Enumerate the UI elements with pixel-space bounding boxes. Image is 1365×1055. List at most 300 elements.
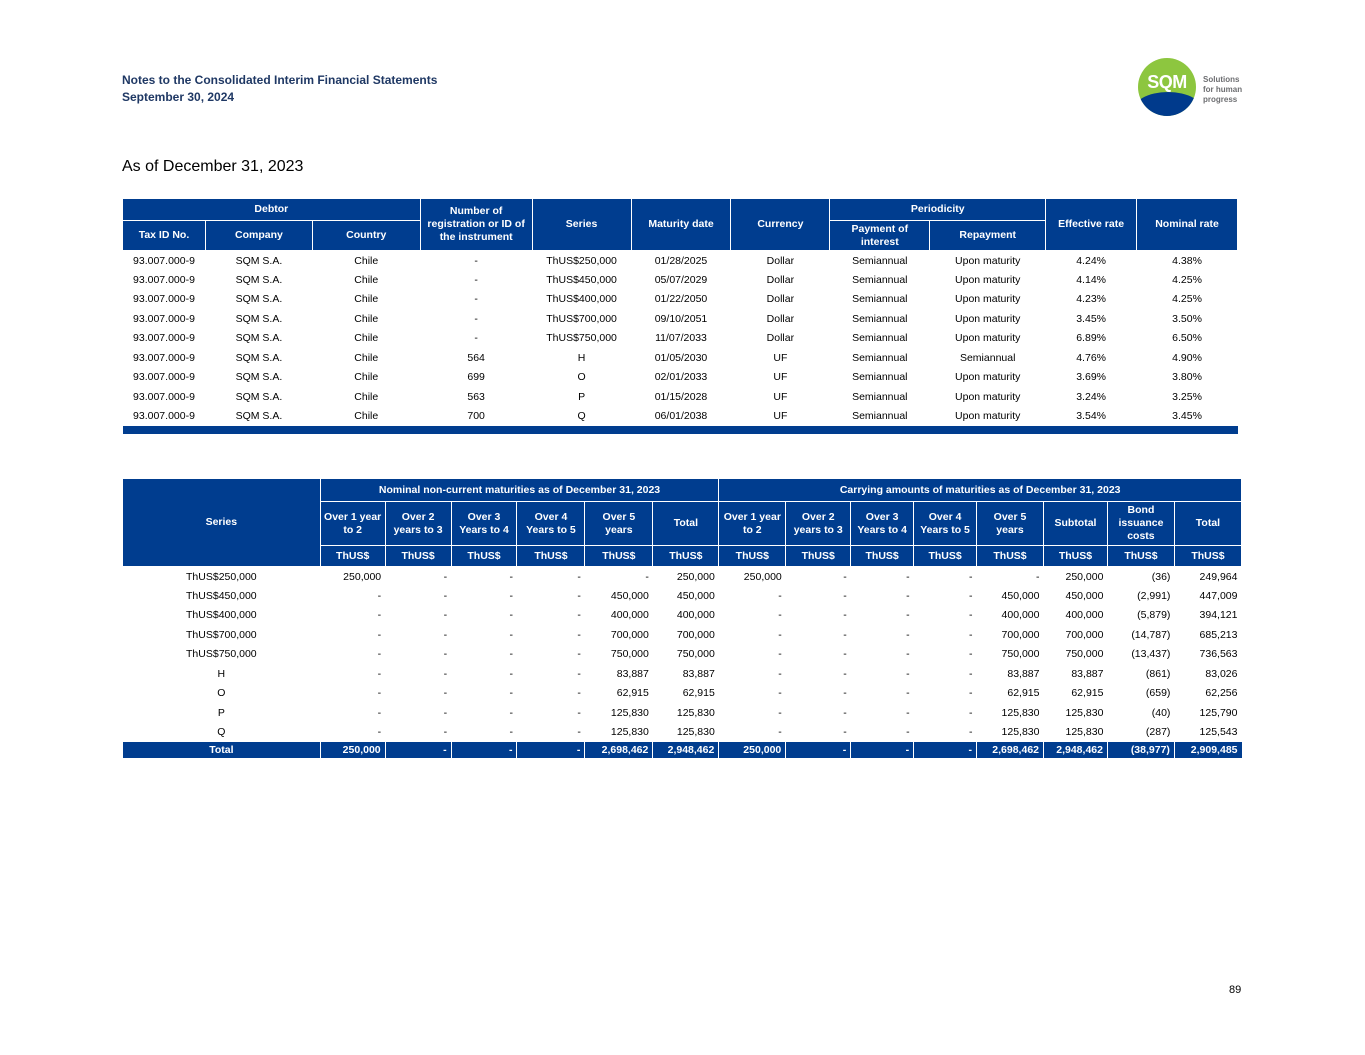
table-cell: (659) bbox=[1145, 687, 1171, 700]
table-row bbox=[123, 290, 1238, 310]
table-cell: 01/22/2050 bbox=[654, 293, 708, 306]
header-carrying-col: Over 1 year to 2 bbox=[719, 502, 786, 546]
table-cell: - bbox=[577, 570, 581, 583]
table-cell: (36) bbox=[1151, 570, 1171, 583]
table-cell: Semiannual bbox=[852, 254, 908, 267]
table-cell: Chile bbox=[354, 410, 379, 423]
table-row bbox=[123, 270, 1238, 290]
table-cell: - bbox=[443, 570, 448, 583]
table-cell: 700,000 bbox=[676, 628, 715, 641]
table-cell: Q bbox=[217, 726, 226, 739]
header-unit: ThUS$ bbox=[851, 546, 914, 567]
table-cell: 62,915 bbox=[682, 687, 715, 700]
table-cell: SQM S.A. bbox=[235, 410, 283, 423]
table-cell: - bbox=[377, 648, 382, 661]
table-cell: 250,000 bbox=[743, 570, 782, 583]
table-cell: 125,830 bbox=[1001, 726, 1040, 739]
header-nominal-col: Over 2 years to 3 bbox=[385, 502, 451, 546]
table-cell: 450,000 bbox=[1001, 589, 1040, 602]
total-cell: - bbox=[517, 742, 585, 758]
table-cell: - bbox=[377, 628, 382, 641]
table-cell: Semiannual bbox=[852, 351, 908, 364]
table-cell: Semiannual bbox=[852, 312, 908, 325]
total-cell: - bbox=[851, 742, 914, 758]
table-cell: - bbox=[778, 648, 782, 661]
header-payment-of-interest: Payment of interest bbox=[830, 221, 930, 251]
table-cell: 4.24% bbox=[1076, 254, 1106, 267]
table-cell: ThUS$400,000 bbox=[546, 293, 617, 306]
header-nominal-col: Over 5 years bbox=[585, 502, 653, 546]
table-cell: 250,000 bbox=[1065, 570, 1104, 583]
table-row bbox=[123, 586, 1242, 606]
total-cell: 2,948,462 bbox=[1044, 742, 1108, 758]
table-cell: - bbox=[509, 726, 513, 739]
table-cell: - bbox=[969, 609, 973, 622]
table-cell: Dollar bbox=[766, 273, 795, 286]
table-cell: - bbox=[969, 570, 973, 583]
table-cell: 01/28/2025 bbox=[654, 254, 708, 267]
table-cell: 11/07/2033 bbox=[655, 332, 707, 345]
table-cell: 83,887 bbox=[1071, 667, 1104, 680]
table-cell: ThUS$750,000 bbox=[186, 648, 257, 661]
table-cell: ThUS$450,000 bbox=[186, 589, 257, 602]
table-cell: Dollar bbox=[766, 332, 795, 345]
table-cell: - bbox=[969, 589, 973, 602]
table-cell: 400,000 bbox=[1001, 609, 1040, 622]
table-cell: - bbox=[778, 589, 782, 602]
header-carrying-col: Over 2 years to 3 bbox=[786, 502, 851, 546]
header-currency: Currency bbox=[731, 199, 830, 251]
table-cell: 3.54% bbox=[1076, 410, 1106, 423]
table-cell: - bbox=[778, 628, 782, 641]
header-carrying-col: Over 5 years bbox=[977, 502, 1044, 546]
header-company: Company bbox=[205, 221, 312, 251]
total-cell: 2,698,462 bbox=[977, 742, 1044, 758]
table-cell: 563 bbox=[467, 390, 485, 403]
table-cell: 4.90% bbox=[1172, 351, 1202, 364]
table-cell: Chile bbox=[354, 390, 379, 403]
table-cell: - bbox=[843, 589, 847, 602]
table-cell: - bbox=[843, 648, 847, 661]
logo-circle-icon bbox=[1138, 58, 1196, 116]
table-cell: - bbox=[906, 667, 910, 680]
table-cell: - bbox=[509, 648, 513, 661]
table-cell: 3.45% bbox=[1076, 312, 1106, 325]
table-row bbox=[123, 387, 1238, 407]
table-cell: - bbox=[1036, 570, 1040, 583]
table-cell: 09/10/2051 bbox=[654, 312, 708, 325]
logo-text: SQM bbox=[1147, 72, 1187, 92]
table-cell: (861) bbox=[1145, 667, 1171, 680]
table-cell: Chile bbox=[354, 312, 379, 325]
total-cell: - bbox=[451, 742, 517, 758]
table-cell: SQM S.A. bbox=[235, 351, 283, 364]
table-cell: - bbox=[474, 312, 478, 325]
table-cell: - bbox=[443, 706, 448, 719]
table-cell: 125,543 bbox=[1199, 726, 1238, 739]
header-repayment: Repayment bbox=[930, 221, 1046, 251]
header-unit: ThUS$ bbox=[517, 546, 585, 567]
logo-tagline bbox=[1203, 75, 1242, 105]
total-cell: - bbox=[786, 742, 851, 758]
table-cell: - bbox=[906, 648, 910, 661]
table-cell: - bbox=[843, 687, 847, 700]
table-cell: - bbox=[443, 589, 448, 602]
header-carrying-col: Over 3 Years to 4 bbox=[851, 502, 914, 546]
table-cell: - bbox=[843, 726, 847, 739]
table-cell: - bbox=[969, 726, 973, 739]
header-country: Country bbox=[312, 221, 420, 251]
table-cell: 6.50% bbox=[1172, 332, 1202, 345]
table-cell: 83,887 bbox=[1007, 667, 1040, 680]
table-cell: 3.69% bbox=[1076, 371, 1106, 384]
table-cell: 05/07/2029 bbox=[654, 273, 708, 286]
table-cell: Semiannual bbox=[852, 410, 908, 423]
table-cell: Chile bbox=[354, 254, 379, 267]
table-cell: Dollar bbox=[766, 293, 795, 306]
table-cell: 125,830 bbox=[610, 706, 649, 719]
header-series: Series bbox=[123, 479, 321, 567]
table-cell: - bbox=[509, 589, 513, 602]
table-cell: - bbox=[377, 706, 382, 719]
table-cell: 3.25% bbox=[1172, 390, 1202, 403]
table-cell: - bbox=[843, 628, 847, 641]
table-row bbox=[123, 309, 1238, 329]
table-cell: - bbox=[778, 687, 782, 700]
table-cell: UF bbox=[773, 351, 788, 364]
table-cell: - bbox=[577, 726, 581, 739]
header-periodicity: Periodicity bbox=[830, 199, 1046, 221]
table-row bbox=[123, 625, 1242, 645]
table-cell: 125,830 bbox=[676, 726, 715, 739]
table-cell: 450,000 bbox=[676, 589, 715, 602]
table-row bbox=[123, 567, 1242, 587]
table-cell: 3.24% bbox=[1076, 390, 1106, 403]
table-row bbox=[123, 645, 1242, 665]
table-cell: 93.007.000-9 bbox=[133, 273, 195, 286]
table-cell: ThUS$750,000 bbox=[546, 332, 617, 345]
header-nominal-col: Over 3 Years to 4 bbox=[451, 502, 517, 546]
table-cell: O bbox=[577, 371, 586, 384]
header-nominal-col: Over 1 year to 2 bbox=[320, 502, 385, 546]
table-cell: Semiannual bbox=[852, 371, 908, 384]
table-cell: Semiannual bbox=[852, 390, 908, 403]
table-row bbox=[123, 723, 1242, 743]
table-cell: 3.45% bbox=[1172, 410, 1202, 423]
page-number: 89 bbox=[1229, 984, 1242, 996]
table-cell: - bbox=[906, 706, 910, 719]
header-nominal-rate: Nominal rate bbox=[1137, 199, 1238, 251]
table-cell: 4.25% bbox=[1172, 293, 1202, 306]
header-carrying-col: Over 4 Years to 5 bbox=[914, 502, 977, 546]
table-cell: 93.007.000-9 bbox=[133, 332, 195, 345]
table-row bbox=[123, 407, 1238, 427]
header-unit: ThUS$ bbox=[1107, 546, 1174, 567]
table-cell: 83,887 bbox=[682, 667, 715, 680]
table-cell: - bbox=[778, 609, 782, 622]
table-cell: 250,000 bbox=[343, 570, 382, 583]
header-nominal-col: Over 4 Years to 5 bbox=[517, 502, 585, 546]
table-cell: 83,026 bbox=[1205, 667, 1238, 680]
table-cell: - bbox=[577, 687, 581, 700]
total-cell: - bbox=[385, 742, 451, 758]
table-cell: 750,000 bbox=[1001, 648, 1040, 661]
header-effective-rate: Effective rate bbox=[1046, 199, 1137, 251]
table-cell: - bbox=[577, 648, 581, 661]
table-cell: 6.89% bbox=[1076, 332, 1106, 345]
table-cell: - bbox=[474, 332, 478, 345]
table-cell: - bbox=[906, 687, 910, 700]
table-cell: P bbox=[217, 706, 225, 719]
table-row bbox=[123, 606, 1242, 626]
table-cell: 4.76% bbox=[1076, 351, 1106, 364]
table-cell: - bbox=[443, 628, 448, 641]
table-cell: SQM S.A. bbox=[235, 390, 283, 403]
table-cell: 93.007.000-9 bbox=[133, 351, 195, 364]
logo-tagline-line: progress bbox=[1203, 95, 1238, 104]
table-cell: 125,830 bbox=[1065, 706, 1104, 719]
table-cell: 700 bbox=[467, 410, 485, 423]
table-cell: 249,964 bbox=[1199, 570, 1238, 583]
table-cell: Q bbox=[577, 410, 586, 423]
table-cell: Chile bbox=[354, 351, 379, 364]
table-cell: Upon maturity bbox=[955, 332, 1021, 345]
total-cell: - bbox=[914, 742, 977, 758]
table-cell: - bbox=[778, 726, 782, 739]
table-cell: 83,887 bbox=[616, 667, 649, 680]
header-series: Series bbox=[532, 199, 631, 251]
header-carrying-col: Bond issuance costs bbox=[1107, 502, 1174, 546]
header-carrying-amounts: Carrying amounts of maturities as of December 31, 2023 bbox=[719, 479, 1242, 502]
table-cell: O bbox=[217, 687, 226, 700]
table-cell: H bbox=[217, 667, 226, 680]
table-cell: - bbox=[778, 667, 782, 680]
table-cell: - bbox=[509, 706, 513, 719]
table-cell: 700,000 bbox=[1001, 628, 1040, 641]
header-unit: ThUS$ bbox=[1174, 546, 1241, 567]
table-cell: Upon maturity bbox=[955, 312, 1021, 325]
table-cell: 125,830 bbox=[1001, 706, 1040, 719]
table-cell: - bbox=[377, 667, 382, 680]
table-row bbox=[123, 368, 1238, 388]
table-cell: - bbox=[577, 609, 581, 622]
table-cell: - bbox=[969, 687, 973, 700]
header-unit: ThUS$ bbox=[385, 546, 451, 567]
table-cell: 93.007.000-9 bbox=[133, 254, 195, 267]
table-cell: 564 bbox=[467, 351, 485, 364]
table-cell: - bbox=[474, 293, 478, 306]
header-unit: ThUS$ bbox=[451, 546, 517, 567]
table-cell: 125,790 bbox=[1199, 706, 1238, 719]
table-cell: (40) bbox=[1151, 706, 1171, 719]
maturities-table bbox=[122, 478, 1242, 758]
table-cell: 450,000 bbox=[610, 589, 649, 602]
table-cell: - bbox=[969, 648, 973, 661]
table-cell: H bbox=[577, 351, 586, 364]
table-cell: 62,915 bbox=[616, 687, 649, 700]
table-cell: 736,563 bbox=[1199, 648, 1238, 661]
table-cell: - bbox=[474, 273, 478, 286]
table-cell: - bbox=[474, 254, 478, 267]
table-cell: (14,787) bbox=[1131, 628, 1171, 641]
table-cell: - bbox=[645, 570, 649, 583]
total-cell: 250,000 bbox=[719, 742, 786, 758]
header-unit: ThUS$ bbox=[914, 546, 977, 567]
table-cell: (2,991) bbox=[1137, 589, 1171, 602]
table-cell: UF bbox=[773, 390, 788, 403]
table-cell: Dollar bbox=[766, 312, 795, 325]
total-cell: (38,977) bbox=[1107, 742, 1174, 758]
table-cell: - bbox=[509, 628, 513, 641]
table-cell: 62,915 bbox=[1071, 687, 1104, 700]
table-cell: 4.38% bbox=[1172, 254, 1202, 267]
table-cell: 400,000 bbox=[676, 609, 715, 622]
table-cell: Dollar bbox=[766, 254, 795, 267]
table-cell: - bbox=[577, 706, 581, 719]
table-cell: Chile bbox=[354, 332, 379, 345]
total-cell: 2,909,485 bbox=[1174, 742, 1241, 758]
table-cell: 450,000 bbox=[1065, 589, 1104, 602]
table-cell: 01/05/2030 bbox=[654, 351, 708, 364]
table-cell: ThUS$250,000 bbox=[546, 254, 617, 267]
table-cell: 01/15/2028 bbox=[654, 390, 708, 403]
table-cell: 750,000 bbox=[610, 648, 649, 661]
table-cell: - bbox=[906, 628, 910, 641]
table-cell: 3.80% bbox=[1172, 371, 1202, 384]
total-cell: Total bbox=[123, 742, 321, 758]
table-cell: 699 bbox=[467, 371, 485, 384]
table-cell: - bbox=[509, 687, 513, 700]
table-cell: ThUS$700,000 bbox=[186, 628, 257, 641]
header-unit: ThUS$ bbox=[320, 546, 385, 567]
table-cell: 400,000 bbox=[610, 609, 649, 622]
table-cell: - bbox=[377, 726, 382, 739]
table-cell: 394,121 bbox=[1199, 609, 1238, 622]
table-cell: 3.50% bbox=[1172, 312, 1202, 325]
table-cell: - bbox=[443, 687, 448, 700]
table-cell: - bbox=[577, 628, 581, 641]
header-carrying-col: Subtotal bbox=[1044, 502, 1108, 546]
table-cell: 447,009 bbox=[1199, 589, 1238, 602]
header-maturity-date: Maturity date bbox=[631, 199, 731, 251]
table-row bbox=[123, 329, 1238, 349]
table-cell: 250,000 bbox=[676, 570, 715, 583]
table-cell: - bbox=[843, 609, 847, 622]
table-cell: - bbox=[906, 609, 910, 622]
table-cell: Upon maturity bbox=[955, 390, 1021, 403]
table-cell: ThUS$700,000 bbox=[546, 312, 617, 325]
table-row bbox=[123, 251, 1238, 271]
header-unit: ThUS$ bbox=[719, 546, 786, 567]
table-cell: Upon maturity bbox=[955, 273, 1021, 286]
table-cell: SQM S.A. bbox=[235, 332, 283, 345]
bonds-detail-table bbox=[122, 198, 1238, 434]
table-cell: Semiannual bbox=[959, 351, 1016, 364]
total-cell: 2,698,462 bbox=[585, 742, 653, 758]
header-carrying-col: Total bbox=[1174, 502, 1241, 546]
table-bottom-bar bbox=[123, 426, 1238, 434]
report-date: September 30, 2024 bbox=[122, 90, 235, 104]
table-cell: - bbox=[377, 687, 382, 700]
table-row bbox=[123, 664, 1242, 684]
table-cell: - bbox=[443, 667, 448, 680]
table-cell: - bbox=[377, 609, 382, 622]
header-unit: ThUS$ bbox=[585, 546, 653, 567]
table-cell: UF bbox=[773, 410, 788, 423]
table-cell: P bbox=[578, 390, 586, 403]
table-cell: (13,437) bbox=[1131, 648, 1171, 661]
header-debtor: Debtor bbox=[123, 199, 421, 221]
table-cell: 125,830 bbox=[676, 706, 715, 719]
table-cell: UF bbox=[773, 371, 788, 384]
header-nominal-col: Total bbox=[653, 502, 719, 546]
table-cell: 700,000 bbox=[1065, 628, 1104, 641]
table-cell: 125,830 bbox=[1065, 726, 1104, 739]
table-cell: 93.007.000-9 bbox=[133, 312, 195, 325]
table-cell: (5,879) bbox=[1137, 609, 1171, 622]
table-cell: ThUS$450,000 bbox=[546, 273, 617, 286]
table-cell: Chile bbox=[354, 273, 379, 286]
header-unit: ThUS$ bbox=[653, 546, 719, 567]
header-unit: ThUS$ bbox=[786, 546, 851, 567]
total-row bbox=[123, 742, 1242, 758]
table-cell: 06/01/2038 bbox=[654, 410, 708, 423]
table-cell: - bbox=[509, 609, 513, 622]
table-cell: Semiannual bbox=[852, 293, 908, 306]
table-cell: SQM S.A. bbox=[235, 312, 283, 325]
header-tax-id: Tax ID No. bbox=[123, 221, 206, 251]
table-cell: Upon maturity bbox=[955, 371, 1021, 384]
table-cell: 93.007.000-9 bbox=[133, 371, 195, 384]
table-cell: 700,000 bbox=[610, 628, 649, 641]
table-cell: Upon maturity bbox=[955, 410, 1021, 423]
table-cell: - bbox=[509, 570, 513, 583]
header-nominal-maturities: Nominal non-current maturities as of December 31, 2023 bbox=[320, 479, 719, 502]
table-cell: 4.25% bbox=[1172, 273, 1202, 286]
table-cell: Chile bbox=[354, 371, 379, 384]
table-cell: 93.007.000-9 bbox=[133, 410, 195, 423]
table-cell: ThUS$400,000 bbox=[186, 609, 257, 622]
total-cell: 2,948,462 bbox=[653, 742, 719, 758]
logo-tagline-line: Solutions bbox=[1203, 75, 1240, 84]
table-cell: Semiannual bbox=[852, 332, 908, 345]
header-unit: ThUS$ bbox=[977, 546, 1044, 567]
logo-tagline-line: for human bbox=[1203, 85, 1243, 94]
table-cell: - bbox=[577, 667, 581, 680]
total-cell: 250,000 bbox=[320, 742, 385, 758]
report-header bbox=[122, 72, 437, 106]
table-cell: 4.14% bbox=[1076, 273, 1106, 286]
table-cell: ThUS$250,000 bbox=[186, 570, 257, 583]
table-cell: - bbox=[906, 589, 910, 602]
table-cell: 02/01/2033 bbox=[654, 371, 708, 384]
table-cell: - bbox=[843, 667, 847, 680]
table-cell: - bbox=[969, 667, 973, 680]
table-cell: 750,000 bbox=[1065, 648, 1104, 661]
table-cell: SQM S.A. bbox=[235, 371, 283, 384]
table-cell: 400,000 bbox=[1065, 609, 1104, 622]
table-cell: 125,830 bbox=[610, 726, 649, 739]
header-registration-number: Number of registration or ID of the instrument bbox=[420, 199, 532, 251]
table-cell: - bbox=[377, 589, 382, 602]
table-cell: SQM S.A. bbox=[235, 293, 283, 306]
table-cell: 685,213 bbox=[1199, 628, 1238, 641]
table-cell: - bbox=[577, 589, 581, 602]
table-cell: - bbox=[443, 648, 448, 661]
table-row bbox=[123, 703, 1242, 723]
table-row bbox=[123, 348, 1238, 368]
sqm-logo bbox=[1138, 58, 1263, 118]
